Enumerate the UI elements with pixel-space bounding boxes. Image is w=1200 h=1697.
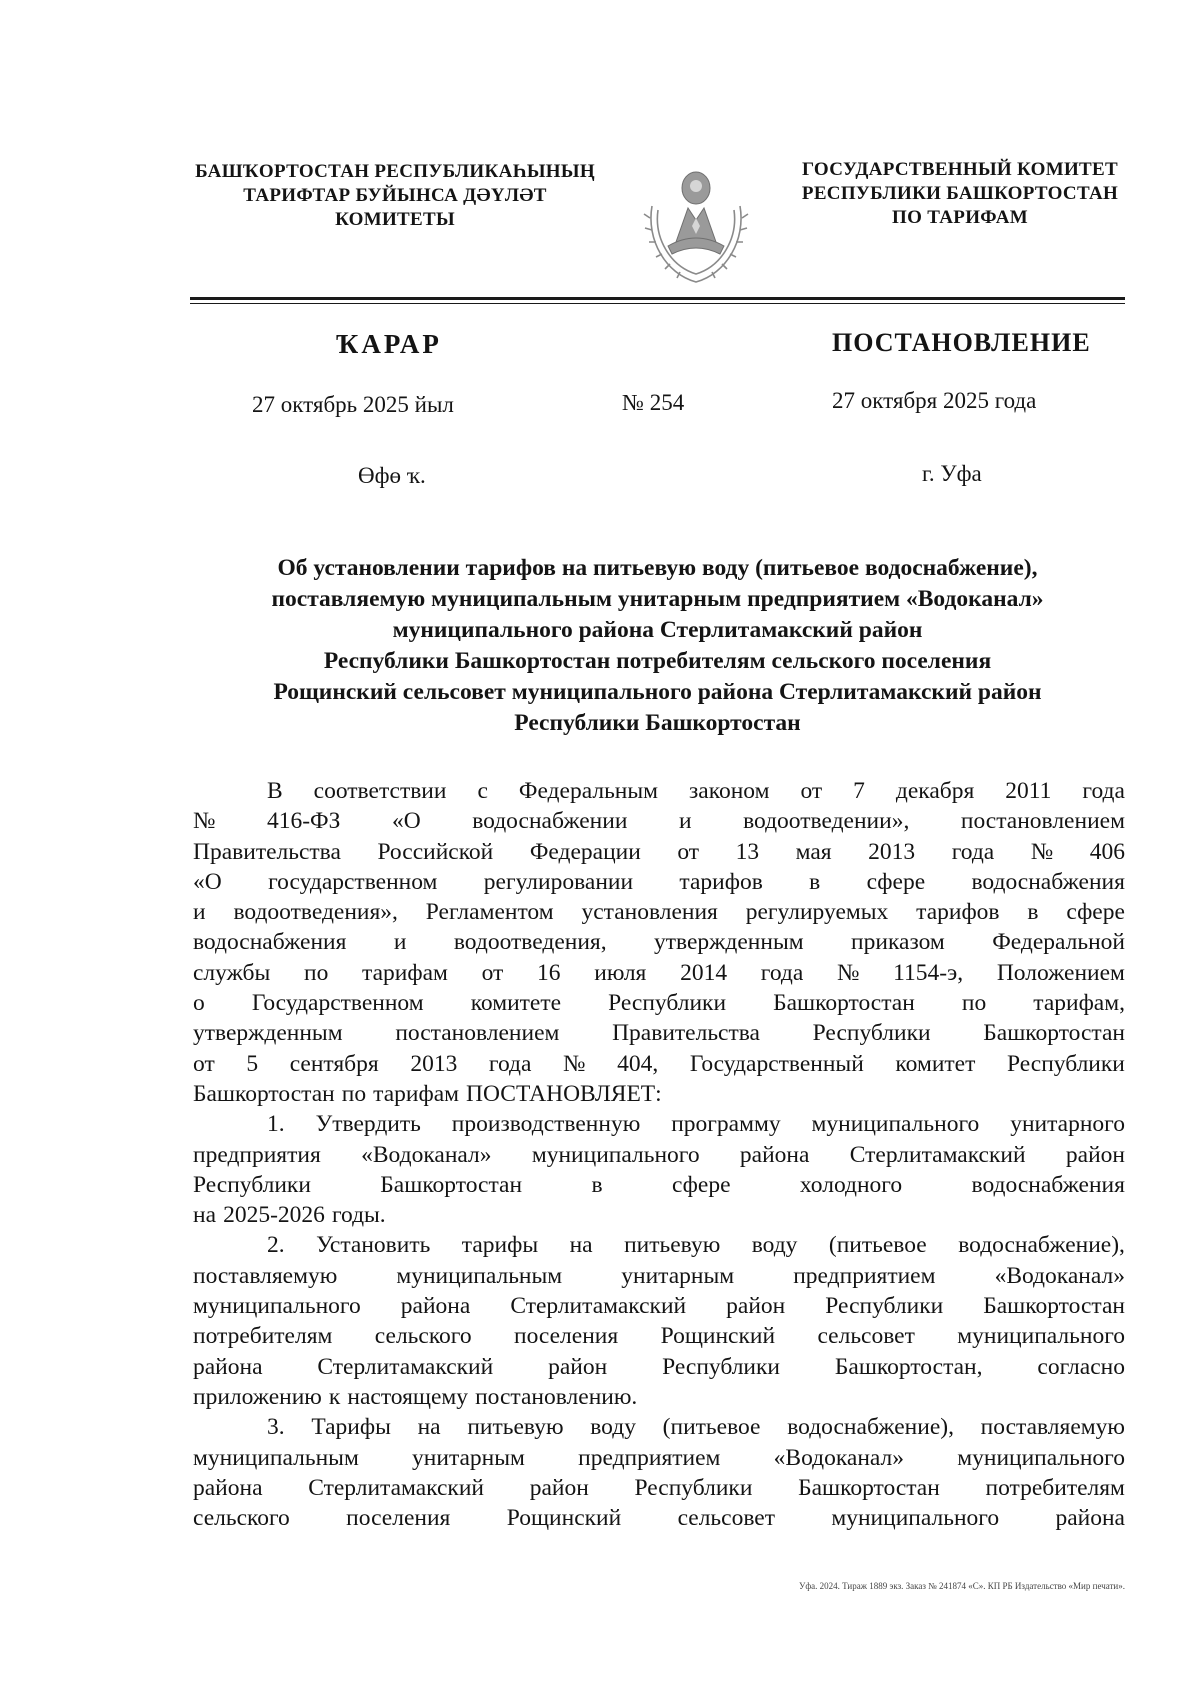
document-title: [190, 553, 1125, 739]
title-line: поставляемую муниципальным унитарным предприятием «Водоканал»: [271, 586, 1044, 612]
body-line: 2. Установить тарифы на питьевую воду (питьевое водоснабжение),: [267, 1232, 1125, 1259]
body-line: от 5 сентября 2013 года № 404, Государственный комитет Республики: [193, 1050, 1125, 1077]
issuer-russian-line-3: ПО ТАРИФАМ: [892, 207, 1028, 228]
title-line: Об установлении тарифов на питьевую воду (питьевое водоснабжение),: [277, 555, 1038, 581]
title-line: Республики Башкортостан потребителям сельского поселения: [323, 648, 992, 674]
body-line: В соответствии с Федеральным законом от 7 декабря 2011 года: [267, 778, 1125, 804]
body-line: службы по тарифам от 16 июля 2014 года № 1154-э, Положением: [193, 959, 1125, 986]
body-line: утвержденным постановлением Правительства Республики Башкортостан: [193, 1020, 1125, 1047]
body-line: Республики Башкортостан в сфере холодного водоснабжения: [193, 1171, 1125, 1198]
body-line: «О государственном регулировании тарифов в сфере водоснабжения: [193, 868, 1125, 895]
body-line: поставляемую муниципальным унитарным предприятием «Водоканал»: [193, 1262, 1125, 1289]
document-type-bashkir: ҠАРАР: [336, 329, 442, 359]
header-divider-thin: [190, 303, 1125, 304]
body-line: 1. Утвердить производственную программу муниципального унитарного: [267, 1111, 1125, 1138]
issuer-bashkir-line-1: БАШҠОРТОСТАН РЕСПУБЛИКАҺЫНЫҢ: [195, 161, 595, 182]
title-line: муниципального района Стерлитамакский район: [392, 617, 923, 643]
issuer-name-bashkir: [180, 160, 610, 232]
body-line: муниципального района Стерлитамакский район Республики Башкортостан: [193, 1293, 1125, 1320]
body-line: № 416-ФЗ «О водоснабжении и водоотведении», постановлением: [193, 808, 1125, 835]
issuer-bashkir-line-2: ТАРИФТАР БУЙЫНСА ДӘҮЛӘТ: [243, 185, 547, 206]
body-line: предприятия «Водоканал» муниципального района Стерлитамакский район: [193, 1141, 1125, 1168]
document-type-russian: ПОСТАНОВЛЕНИЕ: [832, 328, 1091, 357]
issuer-russian-line-1: ГОСУДАРСТВЕННЫЙ КОМИТЕТ: [802, 159, 1118, 180]
print-imprint: Уфа. 2024. Тираж 1889 экз. Заказ № 241874 «С». КП РБ Издательство «Мир печати».: [798, 1581, 1125, 1591]
title-line: Республики Башкортостан: [514, 710, 801, 736]
issuer-name-russian: [790, 158, 1130, 230]
body-line: на 2025-2026 годы.: [193, 1202, 386, 1229]
issuer-russian-line-2: РЕСПУБЛИКИ БАШКОРТОСТАН: [801, 183, 1119, 204]
date-russian: 27 октября 2025 года: [832, 388, 1037, 413]
document-body: [193, 776, 1125, 1533]
bashkortostan-coat-of-arms-icon: [636, 158, 756, 288]
body-line: Башкортостан по тарифам ПОСТАНОВЛЯЕТ:: [193, 1080, 662, 1107]
body-line: и водоотведения», Регламентом установления регулируемых тарифов в сфере: [193, 899, 1125, 926]
body-line: приложению к настоящему постановлению.: [193, 1383, 638, 1410]
body-line: потребителям сельского поселения Рощинский сельсовет муниципального: [193, 1323, 1125, 1350]
body-line: района Стерлитамакский район Республики Башкортостан потребителям: [193, 1474, 1125, 1501]
body-line: района Стерлитамакский район Республики Башкортостан, согласно: [193, 1353, 1125, 1380]
issuer-bashkir-line-3: КОМИТЕТЫ: [335, 209, 455, 230]
body-line: муниципальным унитарным предприятием «Водоканал» муниципального: [193, 1444, 1125, 1471]
title-line: Рощинский сельсовет муниципального района Стерлитамакский район: [273, 679, 1042, 705]
body-line: о Государственном комитете Республики Башкортостан по тарифам,: [193, 990, 1125, 1017]
body-line: Правительства Российской Федерации от 13 мая 2013 года № 406: [193, 838, 1125, 865]
body-line: сельского поселения Рощинский сельсовет муниципального района: [193, 1505, 1125, 1532]
date-bashkir: 27 октябрь 2025 йыл: [252, 392, 454, 417]
city-russian: г. Уфа: [922, 461, 982, 486]
body-line: 3. Тарифы на питьевую воду (питьевое водоснабжение), поставляемую: [267, 1414, 1125, 1441]
body-line: водоснабжения и водоотведения, утвержденным приказом Федеральной: [193, 929, 1125, 956]
city-bashkir: Өфө ҡ.: [358, 463, 426, 488]
header-divider-thick: [190, 297, 1125, 300]
document-number: № 254: [622, 390, 685, 415]
